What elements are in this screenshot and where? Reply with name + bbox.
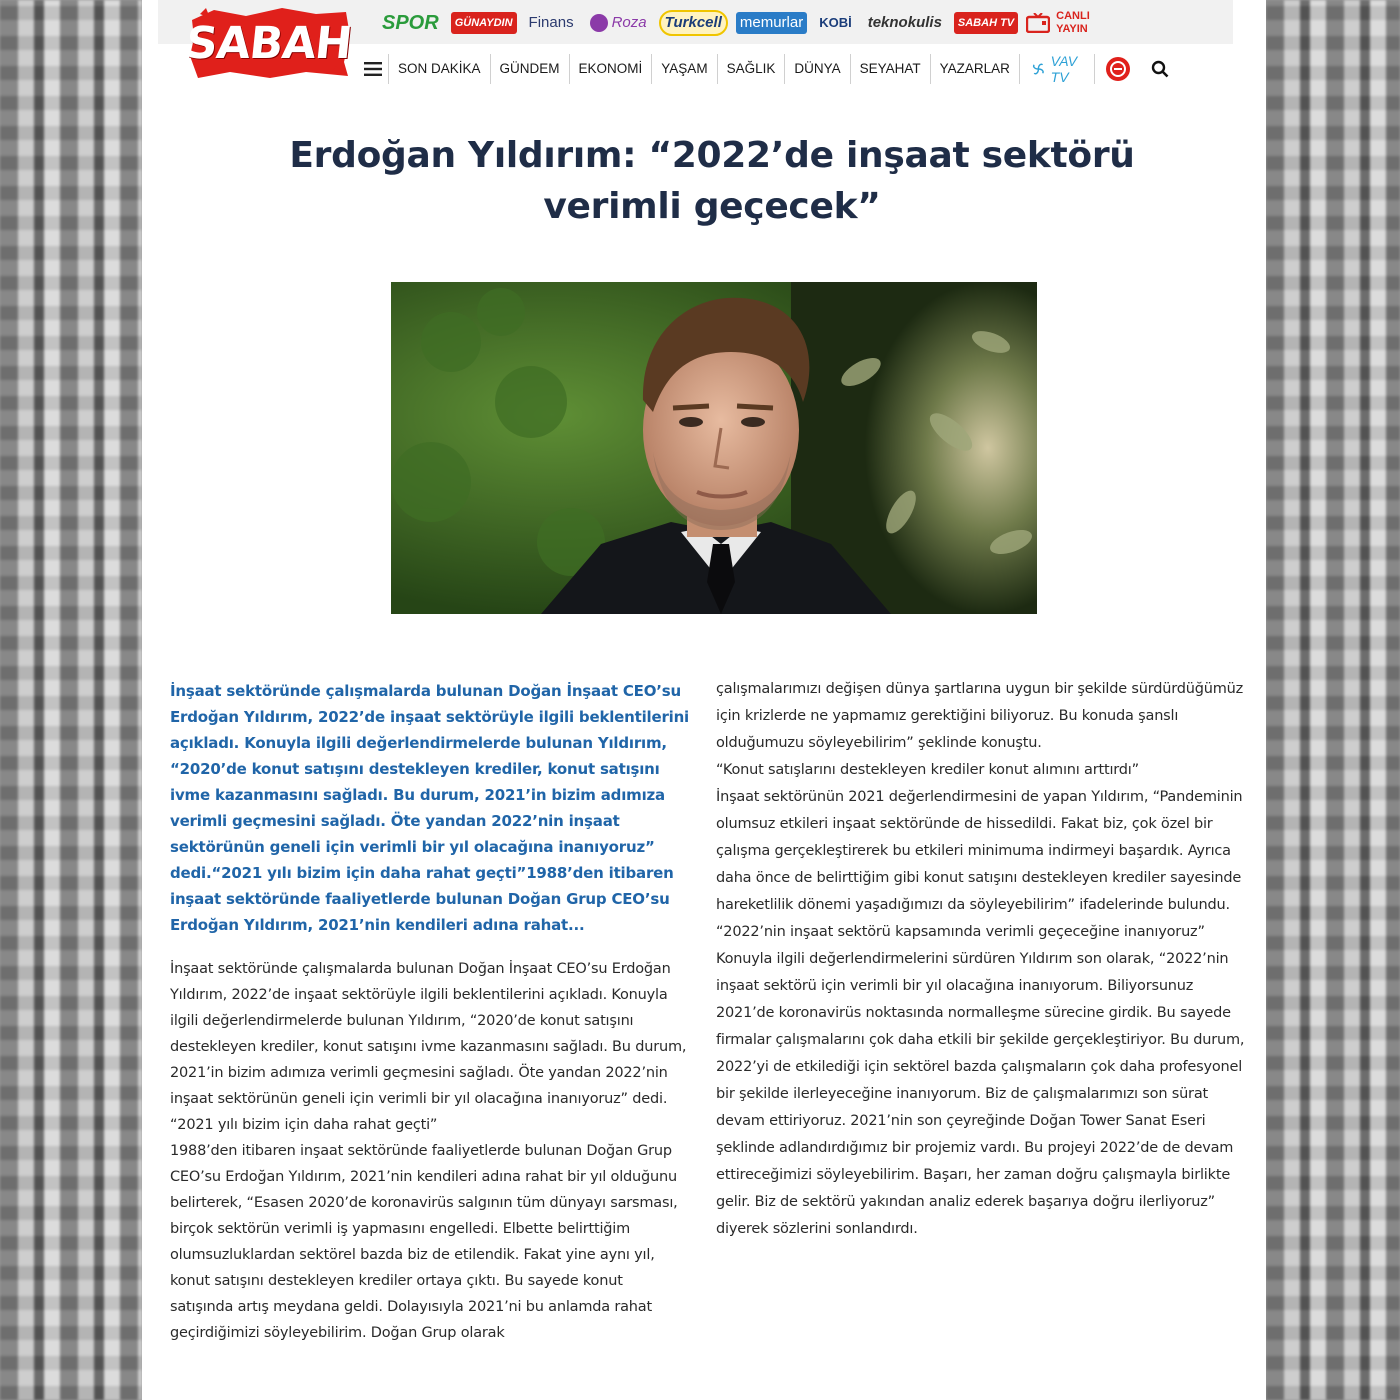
brand-link-finans[interactable]: Finans [528,14,574,31]
article-photo [391,282,1037,614]
article-page [142,0,1266,1400]
article-paragraph: İnşaat sektörünün 2021 değerlendirmesini de yapan Yıldırım, “Pandeminin olumsuz etkileri inşaat sektöründe de hissedildi. Fakat biz, çok özel bir çalışma gerçekleştirerek bu etkileri minimuma indirmeyi başardık. Ayrıca daha önce de belirttiğim gibi konut satışını destekleyen krediler sayesinde hareketlilik dönemi yaşadığımızı da söyleyebilirim” ifadelerinde bulundu. [716,789,1243,913]
brand-roza-label: Roza [611,13,647,31]
main-nav [364,52,1154,86]
live-label: CANLI YAYIN [1056,10,1090,35]
roza-logo-icon [590,14,608,32]
vavtv-logo-icon [1030,57,1047,81]
article-body-left [170,956,690,1346]
article-headline: Erdoğan Yıldırım: “2022’de inşaat sektörü verimli geçecek” [289,135,1135,227]
nav-item-vavtv[interactable] [1019,54,1094,84]
nav-item-dunya[interactable]: DÜNYA [784,54,849,84]
article-paragraph: Konuyla ilgili değerlendirmelerini sürdüren Yıldırım son olarak, “2022’nin inşaat sektörü için verimli bir yıl olacağına inanıyorum. Biliyorsunuz 2021’de koronavirüs noktasında normalleşme sürecine girdik. Bu sayede firmalar çalışmalarını çok daha etkili bir şekilde gerçekleştiriyor. Bu durum, 2022’yi de etkilediği için sektörel bazda çalışmaların çok daha profesyonel bir şekilde ilerleyeceğine inanıyorum. Biz de çalışmalarımızı son sürat devam ettiriyoruz. 2021’nin son çeyreğinde Doğan Tower Sanat Eseri şeklinde adlandırdığımız bir projemiz vardı. Bu projeyi 2022’de de devam ettireceğimizi söyleyebilirim. Başarı, her zaman doğru çalışmayla birlikte gelir. Biz de sektörü yakından analiz ederek başarıya doğru ilerliyoruz” diyerek sözlerini sonlandırdı. [716,951,1245,1237]
background-right [1266,0,1400,1400]
nav-item-gundem[interactable]: GÜNDEM [490,54,569,84]
brand-links [378,6,1168,40]
brand-link-kobi[interactable]: KOBİ [819,15,852,30]
article-subheading: “2022’nin inşaat sektörü kapsamında verimli geçeceğine inanıyoruz” [716,924,1205,940]
nav-item-yazarlar[interactable]: YAZARLAR [930,54,1019,84]
article-column-left [170,678,690,1346]
article-lead: İnşaat sektöründe çalışmalarda bulunan Doğan İnşaat CEO’su Erdoğan Yıldırım, 2022’de inşaat sektörüyle ilgili beklentilerini açıkladı. Konuyla ilgili değerlendirmelerde bulunan Yıldırım, “2020’de konut satışını destekleyen krediler, konut satışını ivme kazanmasını sağladı. Bu durum, 2021’in bizim adımıza verimli geçmesini sağladı. Öte yandan 2022’nin inşaat sektörünün geneli için verimli bir yıl olacağına inanıyoruz” dedi.“2021 yılı bizim için daha rahat geçti”1988’den itibaren inşaat sektöründe faaliyetlerde bulunan Doğan Grup CEO’su Erdoğan Yıldırım, 2021’nin kendileri adına rahat... [170,682,690,934]
nav-item-saglik[interactable]: SAĞLIK [717,54,785,84]
nav-item-seyahat[interactable]: SEYAHAT [850,54,930,84]
brand-link-teknokulis[interactable]: teknokulis [867,14,942,31]
tv-icon [1026,13,1050,33]
sabah-logo[interactable] [183,6,355,80]
article-paragraph: 1988’den itibaren inşaat sektöründe faaliyetlerde bulunan Doğan Grup CEO’su Erdoğan Yıldırım, 2021’nin kendileri adına rahat bir yıl olduğunu belirterek, “Esasen 2020’de koronavirüs salgının tüm dünyayı sarsması, birçok sektörün verimli iş yapmasını engelledi. Elbette belirttiğim olumsuzluklardan sektörel bazda biz de etilendik. Fakat yine aynı yıl, konut satışını destekleyen krediler ortaya çıktı. Bu sayede konut satışında artış meydana geldi. Dolayısıyla 2021’ni bu anlamda rahat geçirdiğimizi söyleyebilirim. Doğan Grup olarak [170,1143,678,1341]
article-paragraph: İnşaat sektöründe çalışmalarda bulunan Doğan İnşaat CEO’su Erdoğan Yıldırım, 2022’de inşaat sektörüyle ilgili beklentilerini açıkladı. Konuyla ilgili değerlendirmelerde bulunan Yıldırım, “2020’de konut satışını destekleyen krediler, konut satışını ivme kazanmasını sağladı. Bu durum, 2021’in bizim adımıza verimli geçmesini sağladı. Öte yandan 2022’nin inşaat sektörünün geneli için verimli bir yıl olacağına inanıyoruz” dedi. [170,961,687,1107]
article-subheading: “2021 yılı bizim için daha rahat geçti” [170,1117,438,1133]
nav-item-yasam[interactable]: YAŞAM [651,54,716,84]
brand-link-memurlar[interactable]: memurlar [736,12,807,34]
article-paragraph: çalışmalarımızı değişen dünya şartlarına uygun bir şekilde sürdürdüğümüz için krizlerde ne yapmamız gerektiğini biliyoruz. Bu konuda şanslı olduğumuzu söyleyebilirim” şeklinde konuştu. [716,681,1244,751]
search-icon [1151,60,1169,78]
hamburger-menu-icon[interactable] [364,54,382,84]
logo-wordmark: SABAH [183,17,355,69]
nav-item-son-dakika[interactable]: SON DAKİKA [388,54,490,84]
nav-item-ekonomi[interactable]: EKONOMİ [569,54,652,84]
vavtv-label: VAV TV [1050,53,1078,85]
live-stream-link[interactable] [1026,10,1092,36]
special-red-icon [1105,56,1131,82]
article-column-right [716,676,1251,1243]
brand-link-gunaydin[interactable]: GÜNAYDIN [451,12,517,34]
search-button[interactable] [1141,54,1179,84]
brand-link-spor[interactable]: SPOR [382,12,439,34]
brand-link-turkcell[interactable]: Turkcell [659,10,728,36]
article-subheading: “Konut satışlarını destekleyen krediler konut alımını arttırdı” [716,762,1139,778]
nav-item-special[interactable] [1094,54,1141,84]
brand-link-sabahtv[interactable]: SABAH TV [954,12,1018,34]
brand-link-roza[interactable] [586,12,651,34]
portrait-image [391,282,1037,614]
background-left [0,0,142,1400]
